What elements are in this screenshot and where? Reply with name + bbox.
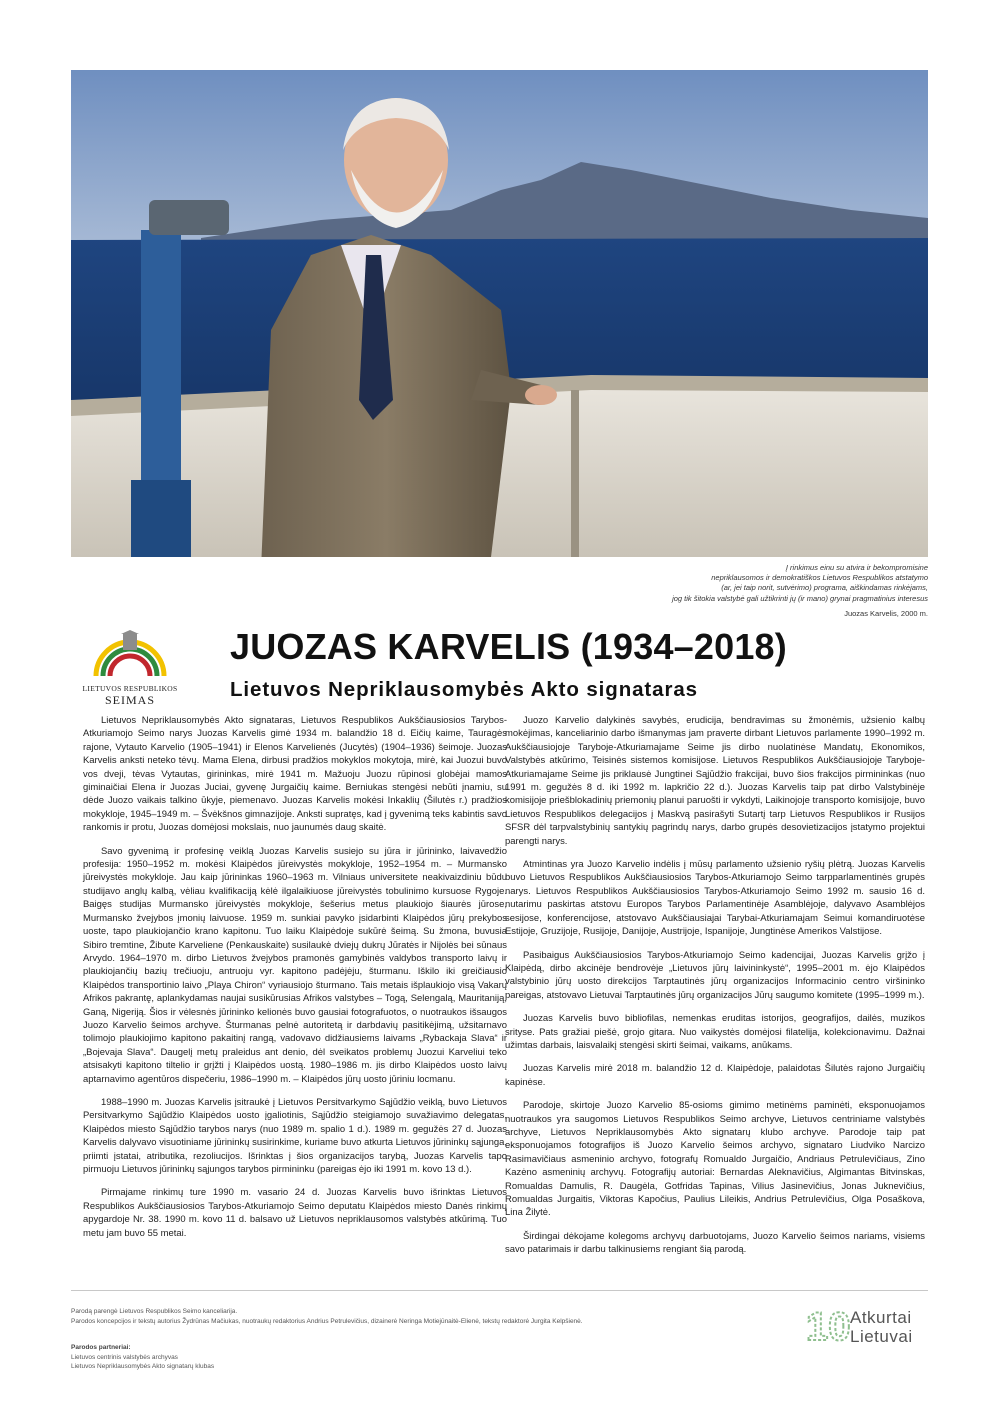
quote-line: nepriklausomos ir demokratiškos Lietuvos Respublikos atstatymo: [711, 573, 928, 583]
portrait-photo: [71, 70, 928, 557]
paragraph: Parodoje, skirtoje Juozo Karvelio 85-osioms gimimo metinėms paminėti, eksponuojamos nuotraukos yra saugomos Lietuvos Respublikos Seimo archyve, Lietuvos centriniame valstybės archyve, Lietuvos Nepriklausomybės Akto signatarų klubo archyve. Parodoje taip pat eksponuojamos fotografijos iš Juozo Karvelio šeimos archyvo, signataro Liudviko Narcizo Rasimavičiaus asmeninio archyvo, fotografų Romualdo Jurgaičio, Andriaus Petrulevičiaus, Zino Kazėno asmeninių archyvų. Fotografijų autoriai: Bernardas Aleknavičius, Algimantas Bitvinskas, Romualdas Damulis, R. Daugėla, Gotfridas Tapinas, Vilius Jasinevičius, Jonas Juknevičius, Romualdas Jurgaitis, Viktoras Kapočius, Paulius Lileikis, Andrius Petrulevičius, Olga Posaškova, Lina Žilytė.: [505, 1100, 925, 1219]
epigraph-quote: [508, 563, 928, 619]
telescope-pillar: [141, 230, 181, 490]
paragraph: 1988–1990 m. Juozas Karvelis įsitraukė į Lietuvos Persitvarkymo Sąjūdžio veiklą, buvo Lietuvos Persitvarkymo Sąjūdžio Klaipėdos uosto įgaliotinis, Sąjūdžio steigiamojo suvažiavimo delegatas, Klaipėdos miesto Sąjūdžio tarybos narys (nuo 1989 m. spalio 1 d.). 1989 m. gegužės 27 d. Juozas Karvelis dalyvavo visuotiniame jūrininkų susirinkime, kuriame buvo atkurta Lietuvos jūrininkų sąjunga, priimti įstatai, atributika, rezoliucijos. Išrinktas į šios organizacijos tarybą, Juozas Karvelis tapo pirmuoju Lietuvos jūrininkų sąjungos tarybos pirmininku (pareigas ėjo iki 1991 m. kovo 13 d.).: [83, 1096, 507, 1175]
partner-item: Lietuvos Nepriklausomybės Akto signatarų klubas: [71, 1363, 215, 1370]
credits-line: Parodos koncepcijos ir tekstų autorius Žydrūnas Mačiukas, nuotraukų redaktorius Andrius Petrulevičius, dizainerė Neringa Motiejūnaitė-Elienė, tekstų redaktorė Jurgita Kelpšienė.: [71, 1317, 583, 1325]
page-title: JUOZAS KARVELIS (1934–2018): [230, 626, 787, 667]
left-column: [83, 714, 507, 1250]
paragraph: Pirmajame rinkimų ture 1990 m. vasario 24 d. Juozas Karvelis buvo išrinktas Lietuvos Respublikos Aukščiausiosios Tarybos-Atkuriamojo Seimo deputatu Klaipėdos miesto Danės rinkimų apygardoje Nr. 38. 1990 m. kovo 11 d. balsavo už Lietuvos nepriklausomos valstybės atkūrimą. Tuo metu jam buvo 55 metai.: [83, 1187, 507, 1239]
logo-text-line2: SEIMAS: [104, 693, 155, 707]
paragraph: Juozas Karvelis mirė 2018 m. balandžio 12 d. Klaipėdoje, palaidotas Šilutės rajono Jurgaičių kapinėse.: [505, 1063, 925, 1088]
logo-text-line1: LIETUVOS RESPUBLIKOS: [82, 684, 178, 693]
paragraph: Lietuvos Nepriklausomybės Akto signataras, Lietuvos Respublikos Aukščiausiosios Tarybos-Atkuriamojo Seimo narys Juozas Karvelis gimė 1934 m. balandžio 18 d. Eičių kaime, Tauragės rajone, Vytauto Karvelio (1905–1941) ir Elenos Karvelienės (Jucytės) (1904–1936) šeimoje. Juozas Karvelis anksti neteko tėvų. Mama Elena, dirbusi pradžios mokyklos mokytoja, mirė, kai Juozui buvo vos dveji, tėvas Vytautas, girininkas, mirė 1941 m. Mažuoju Juozu rūpinosi globėjai mamos giminaičiai Elena ir Juozas Juciai, gyvenę Jurgaičių kaime. Berniukas stengėsi nebūti įnamiu, su dėde Juozo vaikais talkino ūkyje, piemenavo. Juozas Karvelis mokėsi Inkaklių (Šilutės r.) pradžios mokykloje, 1945–1949 m. – Švėkšnos gimnazijoje. Anksti supratęs, kad į gyvenimą teks kabintis savo rankomis ir protu, Juozas domėjosi mokslais, nuo jaunumės daug skaitė.: [83, 715, 507, 834]
footer-partners: [71, 1343, 214, 1372]
seimas-logo: [82, 630, 178, 708]
quote-line: jog tik šitokia valstybė gali užtikrinti jų (ir mano) grynai pragmatinius interesus: [672, 593, 928, 603]
partners-heading: Parodos partneriai:: [71, 1344, 131, 1351]
quote-author: Juozas Karvelis, 2000 m.: [844, 608, 928, 618]
footer-credits: [71, 1307, 583, 1326]
quote-line: (ar, jei taip norit, sutvėrimo) programa, aiškindamas rinkėjams,: [721, 583, 928, 593]
quote-line: Į rinkimus einu su atvira ir bekompromisine: [785, 563, 928, 572]
page-subtitle: Lietuvos Nepriklausomybės Akto signataras: [230, 678, 698, 701]
partner-item: Lietuvos centrinis valstybės archyvas: [71, 1353, 178, 1361]
paragraph: Širdingai dėkojame kolegoms archyvų darbuotojams, Juozo Karvelio šeimos nariams, visiems savo patarimais ir darbu talkinusiems rengiant šią parodą.: [505, 1230, 925, 1256]
footer-divider: [71, 1290, 928, 1291]
photo-illustration: [71, 70, 928, 557]
right-column: [505, 714, 925, 1267]
man-hand: [525, 385, 557, 405]
paragraph: Pasibaigus Aukščiausiosios Tarybos-Atkuriamojo Seimo kadencijai, Juozas Karvelis grįžo į Klaipėdą, dirbo akcinėje bendrovėje „Lietuvos jūrų laivininkystė“, 1995–2001 m. ėjo Klaipėdos valstybinio jūrų uosto direkcijos Tarptautinės jūrų organizacijos Informacinio centro viršininko pareigas, atstovavo Lietuvai Tarptautinės jūrų organizacijos Jūrų saugumo komitete (1995–1999 m.).: [505, 949, 925, 1001]
credits-line: Parodą parengė Lietuvos Respublikos Seimo kanceliarija.: [71, 1308, 238, 1315]
centenary-logo: [806, 1302, 936, 1352]
paragraph: Savo gyvenimą ir profesinę veiklą Juozas Karvelis susiejo su jūra ir jūrininko, laivavedžio profesija: 1950–1952 m. mokėsi Klaipėdos jūreivystės mokykloje, 1952–1954 m. – Murmansko jūreivystės mokykloje. Jau kaip jūrininkas 1960–1963 m. Vilniaus universitete neakivaizdiniu būdu studijavo anglų kalbą, vėliau kvalifikaciją kėlė ilgalaikiuose jūreivystės tobulinimo kursuose Rygoje. Baigęs studijas Murmansko jūreivystės mokykloje, šešerius metus plaukiojo šiaurės jūrose, Murmansko žvejybos įmonių laivuose. 1959 m. sunkiai pavyko įsidarbinti Klaipėdos jūrų prekybos uoste, tapo plaukiojančio krano kapitonu. Tuo laiku Klaipėdoje sukūrė šeimą. Su žmona, buvusia Sibiro tremtine, Žibute Karveliene (Penkauskaite) susilaukė dviejų dukrų Jūratės ir Nijolės bei sūnaus Arvydo. 1964–1970 m. dirbo Lietuvos žvejybos pramonės gamybinės valdybos transporto laivų ir plaukiojančių bazių trečiuoju, antruoju vyr. kapitono padėjėju, šturmanu. Iškilo iki greičiausio Klaipėdos transportinio laivo „Playa Chiron“ vyriausiojo šturmano. Tais metais išplaukiojo visą Vakarų Afrikos pakrantę, aplankydamas naujai susikūrusias Afrikos valstybes – Togą, Selengalą, Mauritaniją, Ganą, Nigeriją. Šios ir vėlesnės jūrininko kelionės buvo gausiai fotografuotos, o nuotraukos išsaugos Juozo Karvelio šeimos archyve. Šturmanas pelnė autoritetą ir darbdavių pasitikėjimą, užsitarnavo tolimojo plaukiojimo kapitono pakaitinį rangą, vadovavo didžiausiems laivams „Rybackaja Slava“ ir „Bojevaja Slava“. Daugelį metų praleidus ant denio, dėl sveikatos problemų Juozui Karveliui teko atsisakyti kapitono tiltelio ir grįžti į Klaipėdos uostą. 1980–1986 m. jis dirbo Klaipėdos uosto laivų aptarnavimo agentūros dispečeriu, 1986–1990 m. – Klaipėdos jūrų uosto jūriniu locmanu.: [83, 845, 507, 1085]
telescope-head: [149, 200, 229, 235]
paragraph: Atmintinas yra Juozo Karvelio indėlis į mūsų parlamento užsienio ryšių plėtrą. Juozas Karvelis buvo Lietuvos Respublikos Aukščiausiosios Tarybos-Atkuriamojo Seimo tarpparlamentinės grupės narys. Lietuvos Respublikos Aukščiausiosios Tarybos-Atkuriamojo Seimo 1992 m. sausio 16 d. nutarimu paskirtas atstovu Europos Tarybos Parlamentinėje Asamblėjoje, dalyvavo Asamblėjos sesijose, konferencijose, atstovavo Aukščiausiajai Tarybai-Atkuriamajam Seimui komandiruotėse Estijoje, Gruzijoje, Rusijoje, Danijoje, Austrijoje, Ispanijoje, Jungtinėse Amerikos Valstijose.: [505, 859, 925, 938]
centenary-word1: Atkurtai: [850, 1308, 912, 1327]
centenary-number-icon: [806, 1302, 850, 1346]
telescope-base: [131, 480, 191, 557]
railing-post: [571, 390, 579, 557]
seimas-emblem-icon: [82, 630, 178, 678]
paragraph: Juozas Karvelis buvo bibliofilas, nemenkas eruditas istorijos, geografijos, dailės, muzikos srityse. Pats gražiai piešė, grojo gitara. Nuo vaikystės domėjosi filatelija, kolekcionavimu. Dažnai užimtas darbais, laisvalaikį stengėsi skirti šeimai, vaikams, anūkams.: [505, 1013, 925, 1051]
centenary-number: 10: [806, 1305, 850, 1346]
paragraph: Juozo Karvelio dalykinės savybės, erudicija, bendravimas su žmonėmis, užsienio kalbų mokėjimas, kanceliarinio darbo išmanymas jam praverte dirbant Lietuvos parlamente 1990–1992 m. Aukščiausiojoje Taryboje-Atkuriamajame Seime jis dirbo nuolatinėse Mandatų, Ekonomikos, Valstybės atkūrimo, Teisinės sistemos komisijose. Lietuvos Respublikos Aukščiausiojoje Taryboje-Atkuriamajame Seime jis priklausė Jungtinei Sąjūdžio frakcijai, buvo šios frakcijos pirmininkas (nuo 1991 m. gegužės 8 d. iki 1992 m. lapkričio 22 d.). Juozas Karvelis taip pat dirbo Valstybinėje komisijoje priešblokadinių priemonių planui paruošti ir vykdyti, Laikinojoje transporto komisijoje, buvo Lietuvos Respublikos delegacijos į Maskvą pasirašyti Sutartį tarp Lietuvos Respublikos ir Rusijos SFSR dėl tarpvalstybinių santykių pagrindų narys, darbo grupės desovietizacijos įstatymo projektui parengti narys.: [505, 715, 925, 847]
centenary-word2: Lietuvai: [850, 1327, 913, 1346]
